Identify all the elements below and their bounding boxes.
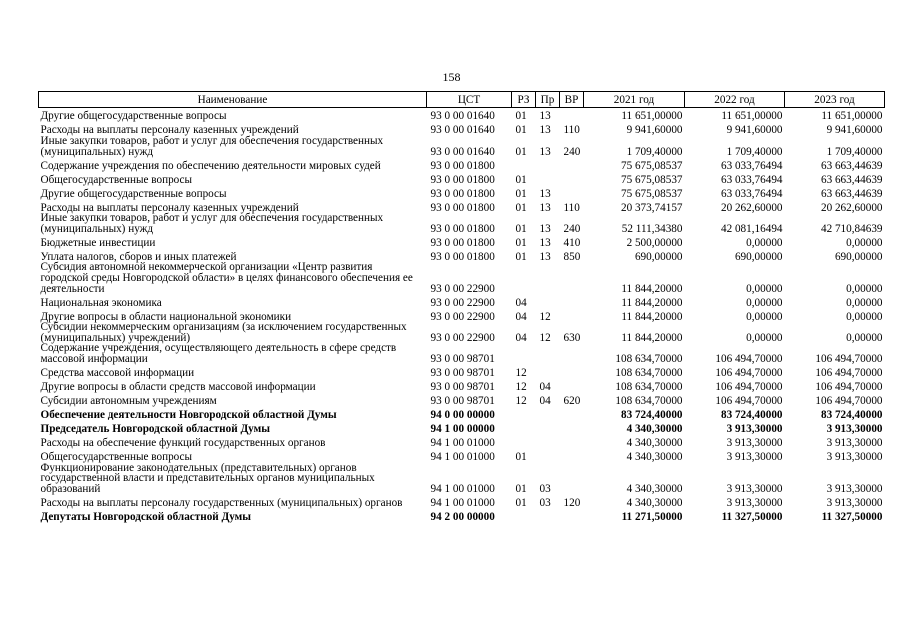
cell-pr: 12 [539, 310, 551, 323]
cell-pr [536, 157, 560, 171]
cell-vr [560, 508, 584, 522]
cell-rz: 01 [515, 236, 527, 249]
cell-vr [560, 262, 584, 294]
cell-vr [560, 365, 584, 379]
cell-cst: 93 0 00 01800 [430, 250, 495, 263]
cell-rz: 01 [515, 145, 527, 158]
cell-cst: 93 0 00 01800 [430, 201, 495, 214]
cell-pr [536, 171, 560, 185]
cell-rz: 04 [515, 310, 527, 323]
table-row [39, 308, 885, 322]
cell-pr: 04 [539, 380, 551, 393]
cell-2022: 83 724,40000 [720, 408, 783, 421]
cell-rz: 01 [515, 250, 527, 263]
cell-vr: 630 [563, 331, 581, 344]
cell-2022: 106 494,70000 [715, 394, 783, 407]
table-row [39, 108, 885, 123]
cell-2021: 9 941,60000 [626, 124, 683, 137]
table-row [39, 365, 885, 379]
cell-2022: 1 709,40000 [726, 145, 783, 158]
cell-2021: 108 634,70000 [615, 366, 683, 379]
cell-2022: 0,00000 [746, 296, 783, 309]
cell-cst: 93 0 00 01800 [430, 236, 495, 249]
cell-2021: 20 373,74157 [620, 201, 683, 214]
cell-cst: 93 0 00 22900 [430, 310, 495, 323]
cell-rz: 01 [515, 222, 527, 235]
table-row [39, 463, 885, 495]
cell-2022: 11 651,00000 [721, 110, 783, 123]
cell-2023: 0,00000 [846, 296, 883, 309]
cell-2022: 63 033,76494 [720, 159, 783, 172]
table-row [39, 234, 885, 248]
cell-2023: 3 913,30000 [826, 482, 883, 495]
cell-name: Расходы на обеспечение функций государственных органов [40, 436, 326, 449]
cell-name: Другие вопросы в области национальной экономики [40, 310, 292, 323]
table-body [39, 108, 885, 523]
cell-2023: 3 913,30000 [826, 422, 883, 435]
cell-vr [560, 157, 584, 171]
cell-name: Председатель Новгородской областной Думы [40, 422, 270, 435]
cell-name: Депутаты Новгородской областной Думы [40, 510, 252, 523]
cell-vr [560, 108, 584, 123]
cell-name: Общегосударственные вопросы [40, 173, 193, 186]
cell-pr: 12 [539, 331, 551, 344]
cell-2023: 0,00000 [846, 282, 883, 295]
header-2023: 2023 год [785, 92, 885, 108]
cell-cst: 93 0 00 01640 [430, 110, 495, 123]
cell-2021: 11 844,20000 [621, 310, 683, 323]
cell-name: Расходы на выплаты персоналу казенных учреждений [40, 201, 299, 214]
cell-rz [512, 407, 536, 421]
cell-pr: 13 [539, 222, 551, 235]
cell-pr [536, 294, 560, 308]
cell-2023: 3 913,30000 [826, 496, 883, 509]
cell-name: Иные закупки товаров, работ и услуг для обеспечения государственных (муниципальных) нужд [40, 212, 384, 235]
table-row [39, 407, 885, 421]
cell-2021: 11 844,20000 [621, 331, 683, 344]
cell-cst: 93 0 00 22900 [430, 282, 495, 295]
cell-2021: 52 111,34380 [621, 222, 683, 235]
cell-cst: 93 0 00 01800 [430, 187, 495, 200]
cell-2021: 1 709,40000 [626, 145, 683, 158]
cell-rz [512, 157, 536, 171]
cell-rz [512, 343, 536, 364]
cell-cst: 94 1 00 01000 [430, 436, 495, 449]
cell-rz: 04 [515, 296, 527, 309]
cell-vr [560, 379, 584, 393]
header-name: Наименование [39, 92, 427, 108]
cell-rz: 01 [515, 482, 527, 495]
cell-rz: 01 [515, 496, 527, 509]
table-row [39, 294, 885, 308]
cell-2022: 3 913,30000 [726, 450, 783, 463]
table-row [39, 421, 885, 435]
cell-2021: 4 340,30000 [626, 436, 683, 449]
cell-2021: 4 340,30000 [626, 450, 683, 463]
cell-rz: 01 [515, 110, 527, 123]
cell-2023: 106 494,70000 [815, 394, 883, 407]
table-row [39, 449, 885, 463]
table-row [39, 171, 885, 185]
table-row [39, 435, 885, 449]
cell-name: Обеспечение деятельности Новгородской областной Думы [40, 408, 337, 421]
cell-pr: 13 [539, 236, 551, 249]
cell-2021: 4 340,30000 [626, 422, 683, 435]
cell-2021: 108 634,70000 [615, 352, 683, 365]
cell-2021: 4 340,30000 [626, 496, 683, 509]
cell-2023: 106 494,70000 [815, 380, 883, 393]
cell-2022: 0,00000 [746, 331, 783, 344]
cell-cst: 93 0 00 98701 [430, 352, 495, 365]
cell-2022: 106 494,70000 [715, 366, 783, 379]
cell-2022: 0,00000 [746, 282, 783, 295]
cell-rz: 04 [515, 331, 527, 344]
cell-name: Субсидия автономной некоммерческой организации «Центр развития городской среды Новгородской области» в целях финансового обеспечения ее деятельности [40, 261, 413, 295]
cell-vr: 110 [563, 201, 580, 214]
cell-2022: 42 081,16494 [720, 222, 783, 235]
cell-vr: 110 [563, 124, 580, 137]
header-vr: ВР [560, 92, 584, 108]
cell-pr [536, 435, 560, 449]
cell-cst: 93 0 00 98701 [430, 366, 495, 379]
cell-cst: 94 1 00 01000 [430, 482, 495, 495]
cell-vr: 620 [563, 394, 581, 407]
cell-2022: 3 913,30000 [726, 436, 783, 449]
cell-rz: 12 [515, 366, 527, 379]
cell-2021: 11 271,50000 [621, 510, 683, 523]
cell-2023: 11 327,50000 [821, 510, 883, 523]
cell-2023: 42 710,84639 [820, 222, 883, 235]
cell-cst: 93 0 00 01800 [430, 159, 495, 172]
cell-2022: 0,00000 [746, 310, 783, 323]
cell-cst: 93 0 00 01640 [430, 145, 495, 158]
table-row [39, 122, 885, 136]
page-number: 158 [442, 70, 461, 84]
cell-2021: 2 500,00000 [626, 236, 683, 249]
cell-pr [536, 262, 560, 294]
cell-2022: 63 033,76494 [720, 173, 783, 186]
header-rz: РЗ [512, 92, 536, 108]
cell-pr: 13 [539, 250, 551, 263]
table-row [39, 379, 885, 393]
header-2021: 2021 год [584, 92, 685, 108]
cell-2022: 20 262,60000 [720, 201, 783, 214]
cell-cst: 94 0 00 00000 [430, 408, 495, 421]
cell-cst: 94 1 00 00000 [430, 422, 495, 435]
cell-name: Уплата налогов, сборов и иных платежей [40, 250, 237, 263]
cell-vr [560, 294, 584, 308]
table-row [39, 322, 885, 343]
table-row [39, 185, 885, 199]
cell-rz [512, 435, 536, 449]
cell-vr: 240 [563, 145, 581, 158]
cell-2022: 106 494,70000 [715, 352, 783, 365]
cell-2023: 3 913,30000 [826, 450, 883, 463]
cell-2022: 9 941,60000 [726, 124, 783, 137]
cell-2021: 83 724,40000 [620, 408, 683, 421]
table-row [39, 136, 885, 157]
cell-vr: 410 [563, 236, 581, 249]
cell-name: Общегосударственные вопросы [40, 450, 193, 463]
header-cst: ЦСТ [427, 92, 512, 108]
cell-cst: 94 1 00 01000 [430, 496, 495, 509]
cell-rz: 12 [515, 394, 527, 407]
cell-name: Бюджетные инвестиции [40, 236, 156, 249]
cell-vr [560, 171, 584, 185]
cell-2023: 690,00000 [834, 250, 883, 263]
cell-2021: 11 844,20000 [621, 282, 683, 295]
cell-rz: 12 [515, 380, 527, 393]
cell-pr: 13 [539, 124, 551, 137]
cell-rz: 01 [515, 124, 527, 137]
table-row [39, 494, 885, 508]
table-header-row [39, 92, 885, 108]
table-row [39, 508, 885, 522]
cell-rz [512, 508, 536, 522]
cell-2023: 83 724,40000 [820, 408, 883, 421]
table-row [39, 157, 885, 171]
cell-vr: 120 [563, 496, 581, 509]
cell-rz [512, 262, 536, 294]
cell-name: Субсидии автономным учреждениям [40, 394, 217, 407]
cell-2022: 3 913,30000 [726, 496, 783, 509]
cell-2023: 63 663,44639 [820, 159, 883, 172]
cell-2023: 0,00000 [846, 331, 883, 344]
table-row [39, 213, 885, 234]
cell-vr [560, 449, 584, 463]
cell-2021: 11 844,20000 [621, 296, 683, 309]
cell-rz: 01 [515, 173, 527, 186]
cell-cst: 93 0 00 98701 [430, 380, 495, 393]
cell-name: Иные закупки товаров, работ и услуг для обеспечения государственных (муниципальных) нужд [40, 135, 384, 158]
cell-vr [560, 435, 584, 449]
cell-rz: 01 [515, 187, 527, 200]
cell-cst: 93 0 00 01800 [430, 222, 495, 235]
cell-vr [560, 185, 584, 199]
cell-vr [560, 463, 584, 495]
cell-2023: 0,00000 [846, 310, 883, 323]
cell-name: Другие общегосударственные вопросы [40, 187, 227, 200]
cell-2021: 4 340,30000 [626, 482, 683, 495]
cell-vr: 850 [563, 250, 581, 263]
cell-pr [536, 365, 560, 379]
cell-pr [536, 421, 560, 435]
cell-name: Другие общегосударственные вопросы [40, 110, 227, 123]
cell-pr: 03 [539, 482, 551, 495]
cell-pr [536, 449, 560, 463]
cell-cst: 93 0 00 01800 [430, 173, 495, 186]
cell-2023: 0,00000 [846, 236, 883, 249]
cell-name: Содержание учреждения по обеспечению деятельности мировых судей [40, 159, 381, 172]
cell-name: Содержание учреждения, осуществляющего деятельность в сфере средств массовой информации [40, 342, 397, 365]
cell-2021: 108 634,70000 [615, 380, 683, 393]
cell-cst: 93 0 00 22900 [430, 331, 495, 344]
cell-name: Расходы на выплаты персоналу государственных (муниципальных) органов [40, 496, 403, 509]
cell-2023: 11 651,00000 [821, 110, 883, 123]
cell-cst: 93 0 00 22900 [430, 296, 495, 309]
cell-name: Национальная экономика [40, 296, 162, 309]
cell-vr [560, 343, 584, 364]
cell-2023: 106 494,70000 [815, 352, 883, 365]
cell-name: Субсидии некоммерческим организациям (за исключением государственных (муниципальных) учреждений) [40, 321, 407, 344]
cell-name: Средства массовой информации [40, 366, 195, 379]
table-row [39, 199, 885, 213]
cell-2021: 75 675,08537 [620, 187, 683, 200]
cell-pr: 04 [539, 394, 551, 407]
cell-2021: 75 675,08537 [620, 159, 683, 172]
cell-2023: 106 494,70000 [815, 366, 883, 379]
cell-2023: 20 262,60000 [820, 201, 883, 214]
cell-2022: 11 327,50000 [721, 510, 783, 523]
cell-cst: 94 2 00 00000 [430, 510, 495, 523]
cell-2023: 3 913,30000 [826, 436, 883, 449]
header-pr: Пр [536, 92, 560, 108]
cell-pr: 13 [539, 110, 551, 123]
cell-rz: 01 [515, 201, 527, 214]
cell-2022: 690,00000 [734, 250, 783, 263]
cell-cst: 93 0 00 98701 [430, 394, 495, 407]
cell-pr [536, 343, 560, 364]
cell-2023: 1 709,40000 [826, 145, 883, 158]
cell-2022: 3 913,30000 [726, 482, 783, 495]
cell-name: Расходы на выплаты персоналу казенных учреждений [40, 124, 299, 137]
cell-vr [560, 421, 584, 435]
table-row [39, 248, 885, 262]
cell-2021: 690,00000 [634, 250, 683, 263]
cell-cst: 93 0 00 01640 [430, 124, 495, 137]
table-row [39, 343, 885, 364]
cell-rz [512, 421, 536, 435]
header-2022: 2022 год [685, 92, 785, 108]
cell-pr: 03 [539, 496, 551, 509]
budget-table [38, 91, 885, 522]
cell-pr: 13 [539, 201, 551, 214]
cell-2022: 106 494,70000 [715, 380, 783, 393]
cell-vr [560, 308, 584, 322]
cell-2023: 63 663,44639 [820, 173, 883, 186]
cell-2021: 75 675,08537 [620, 173, 683, 186]
cell-pr: 13 [539, 145, 551, 158]
cell-pr [536, 508, 560, 522]
table-row [39, 393, 885, 407]
cell-2022: 3 913,30000 [726, 422, 783, 435]
cell-vr: 240 [563, 222, 581, 235]
cell-cst: 94 1 00 01000 [430, 450, 495, 463]
cell-2023: 9 941,60000 [826, 124, 883, 137]
cell-name: Другие вопросы в области средств массовой информации [40, 380, 316, 393]
cell-2021: 11 651,00000 [621, 110, 683, 123]
cell-rz: 01 [515, 450, 527, 463]
cell-pr [536, 407, 560, 421]
cell-2022: 0,00000 [746, 236, 783, 249]
cell-2023: 63 663,44639 [820, 187, 883, 200]
cell-2022: 63 033,76494 [720, 187, 783, 200]
cell-pr: 13 [539, 187, 551, 200]
table-row [39, 262, 885, 294]
cell-vr [560, 407, 584, 421]
cell-2021: 108 634,70000 [615, 394, 683, 407]
cell-name: Функционирование законодательных (представительных) органов государственной власти и представительных органов муниципальных образований [40, 461, 375, 495]
